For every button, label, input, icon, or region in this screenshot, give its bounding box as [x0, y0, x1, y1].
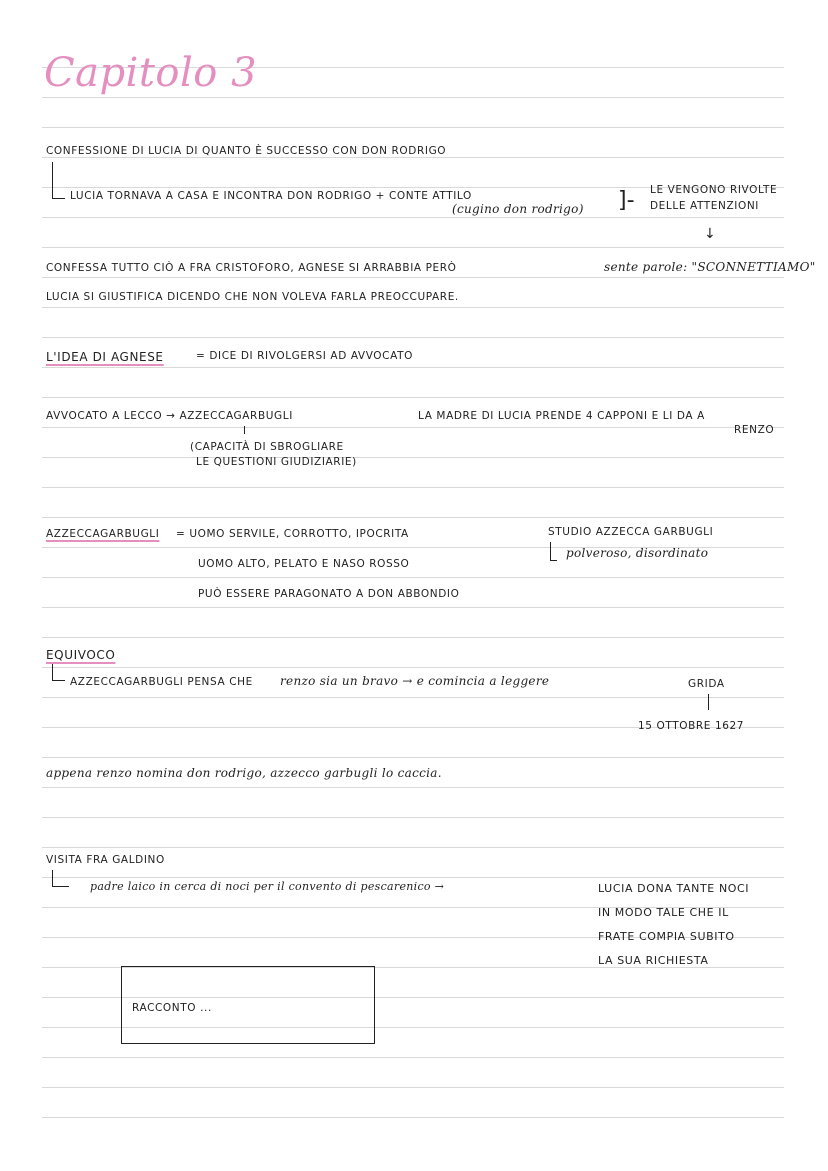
studio-label: STUDIO AZZECCA GARBUGLI: [548, 526, 714, 538]
confession-heading: CONFESSIONE DI LUCIA DI QUANTO È SUCCESSO CON DON RODRIGO: [46, 145, 447, 157]
cugino-note: (cugino don rodrigo): [452, 202, 584, 216]
ruled-line: [42, 487, 784, 488]
ruled-line: [42, 817, 784, 818]
ruled-line: [42, 97, 784, 98]
confession-line-1: LUCIA TORNAVA A CASA E INCONTRA DON RODRIGO + CONTE ATTILO: [70, 190, 472, 202]
ruled-line: [42, 127, 784, 128]
giustifica-line: LUCIA SI GIUSTIFICA DICENDO CHE NON VOLEVA FARLA PREOCCUPARE.: [46, 291, 459, 303]
branch-arrow: [550, 542, 557, 561]
equivoco-heading: EQUIVOCO: [46, 648, 116, 662]
ruled-line: [42, 397, 784, 398]
madre-line-1: LA MADRE DI LUCIA PRENDE 4 CAPPONI E LI DA A: [418, 410, 705, 422]
galdino-heading: VISITA FRA GALDINO: [46, 854, 165, 866]
ruled-line: [42, 307, 784, 308]
azzeccagarbugli-label: AZZECCAGARBUGLI: [46, 528, 160, 540]
azzecca-desc-1: = UOMO SERVILE, CORROTTO, IPOCRITA: [176, 528, 409, 540]
ruled-line: [42, 697, 784, 698]
ruled-line: [42, 517, 784, 518]
connector-line: [708, 694, 709, 710]
lucia-noci-4: LA SUA RICHIESTA: [598, 954, 709, 967]
madre-line-2: RENZO: [734, 424, 775, 436]
connector-line: [244, 426, 245, 434]
ruled-line: [42, 667, 784, 668]
ruled-line: [42, 847, 784, 848]
ruled-line: [42, 337, 784, 338]
ruled-line: [42, 787, 784, 788]
bracket-symbol: ]-: [618, 188, 635, 213]
ruled-line: [42, 1057, 784, 1058]
lucia-noci-2: IN MODO TALE CHE IL: [598, 906, 729, 919]
sente-parole: sente parole: "SCONNETTIAMO": [604, 260, 816, 274]
ruled-line: [42, 607, 784, 608]
equivoco-line-1a: AZZECCAGARBUGLI PENSA CHE: [70, 676, 253, 688]
ruled-line: [42, 427, 784, 428]
ruled-line: [42, 637, 784, 638]
ruled-line: [42, 877, 784, 878]
branch-arrow: [52, 870, 69, 887]
racconto-label: RACCONTO ...: [132, 1002, 212, 1014]
ruled-line: [42, 247, 784, 248]
ruled-line: [42, 277, 784, 278]
grida-label: GRIDA: [688, 678, 725, 690]
ruled-line: [42, 1117, 784, 1118]
idea-agnese-label: L'IDEA DI AGNESE: [46, 350, 164, 364]
ruled-line: [42, 367, 784, 368]
capacita-line-2: LE QUESTIONI GIUDIZIARIE): [196, 456, 357, 468]
attention-note-2: DELLE ATTENZIONI: [650, 200, 759, 212]
avvocato-line: AVVOCATO A LECCO → AZZECCAGARBUGLI: [46, 410, 293, 422]
ruled-line: [42, 457, 784, 458]
lucia-noci-3: FRATE COMPIA SUBITO: [598, 930, 735, 943]
azzecca-desc-3: PUÒ ESSERE PARAGONATO A DON ABBONDIO: [198, 588, 460, 600]
branch-arrow: [52, 664, 65, 681]
ruled-line: [42, 1087, 784, 1088]
azzecca-desc-2: UOMO ALTO, PELATO E NASO ROSSO: [198, 558, 410, 570]
page-title: Capitolo 3: [44, 50, 258, 96]
galdino-line-1: padre laico in cerca di noci per il convento di pescarenico →: [90, 880, 445, 893]
down-arrow-icon: ↓: [704, 226, 716, 242]
confessa-line: CONFESSA TUTTO CIÒ A FRA CRISTOFORO, AGNESE SI ARRABBIA PERÒ: [46, 262, 457, 274]
branch-arrow: [52, 162, 65, 199]
attention-note-1: LE VENGONO RIVOLTE: [650, 184, 778, 196]
ruled-line: [42, 577, 784, 578]
capacita-line-1: (CAPACITÀ DI SBROGLIARE: [190, 441, 344, 453]
studio-desc: polveroso, disordinato: [566, 546, 709, 560]
idea-agnese-text: = DICE DI RIVOLGERSI AD AVVOCATO: [196, 350, 413, 362]
ruled-line: [42, 157, 784, 158]
equivoco-line-2: appena renzo nomina don rodrigo, azzecco garbugli lo caccia.: [46, 766, 442, 780]
grida-date: 15 OTTOBRE 1627: [638, 720, 745, 732]
lucia-noci-1: LUCIA DONA TANTE NOCI: [598, 882, 750, 895]
ruled-line: [42, 757, 784, 758]
ruled-line: [42, 217, 784, 218]
equivoco-line-1b: renzo sia un bravo → e comincia a leggere: [280, 674, 550, 688]
